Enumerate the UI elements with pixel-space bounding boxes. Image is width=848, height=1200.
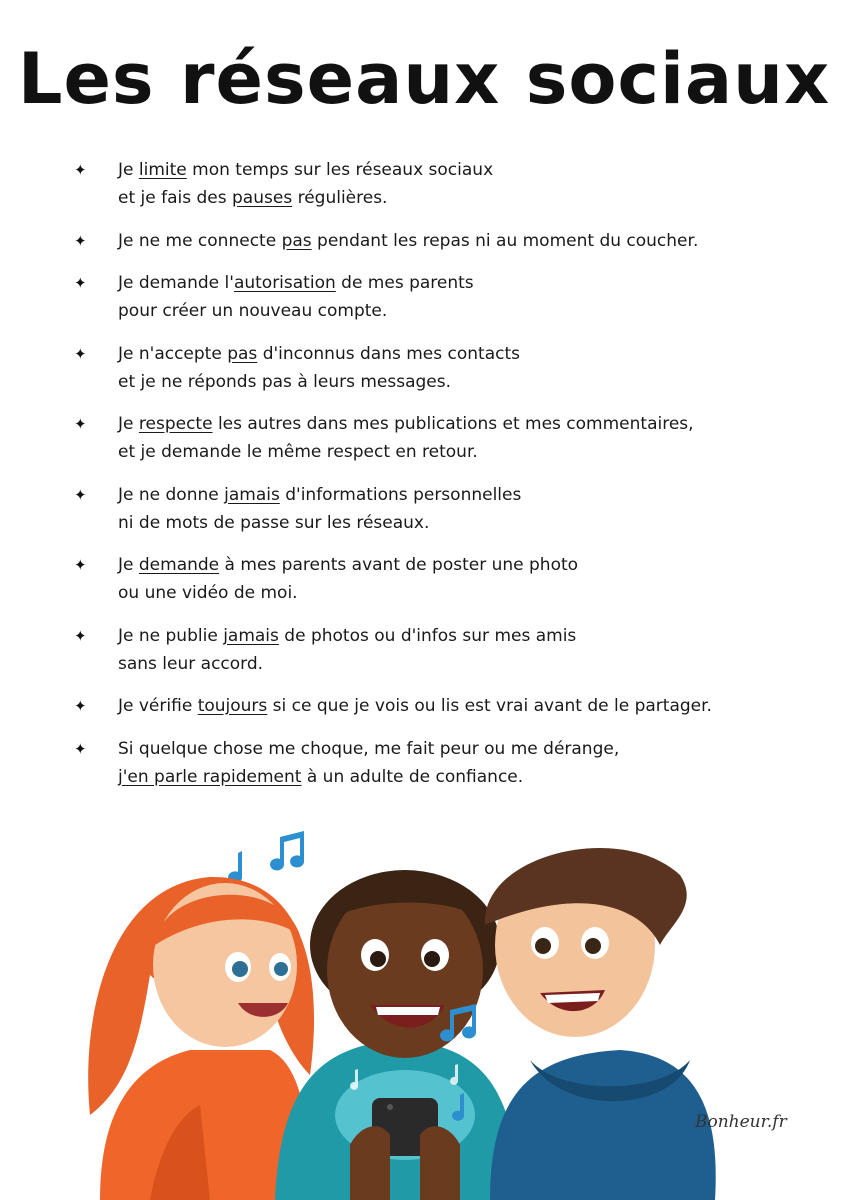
rule-text: et je fais des [118,188,233,208]
rule-line-2 [118,509,792,537]
rule-text: Je [118,555,139,575]
emphasis-word: pas [281,230,312,251]
rule-text: Je vérifie [118,696,198,716]
rule-line-1 [118,692,792,720]
star-bullet-icon: ✦ [74,697,87,715]
rule-text: et je ne réponds pas à leurs messages. [118,371,452,392]
emphasis-word: limite [138,160,187,180]
rule-text: et je demande le même respect en retour. [118,442,478,462]
emphasis-word: jamais [223,625,279,646]
rule-line-1 [118,227,792,255]
rule-line-1 [118,622,792,650]
star-bullet-icon: ✦ [74,626,87,645]
emphasis-word: respecte [138,414,213,434]
rule-text: Je ne publie [118,625,224,646]
music-note-icon [228,831,304,883]
rule-text: de photos ou d'infos sur mes amis [278,625,577,646]
rule-text: ni de mots de passe sur les réseaux. [118,512,430,533]
rule-line-2 [118,763,792,791]
rule-text: de mes parents [335,273,474,293]
star-bullet-icon: ✦ [74,485,87,504]
rule-text: d'informations personnelles [279,484,522,505]
emphasis-word: autorisation [233,273,336,293]
rule-line-1 [118,156,792,184]
star-bullet-icon: ✦ [74,739,87,758]
rule-line-1 [118,735,792,763]
rule-item [72,551,792,607]
page-title: Les réseaux sociaux [17,38,831,120]
rule-text: ou une vidéo de moi. [118,583,298,603]
rule-item [72,735,792,791]
rule-item [72,481,792,537]
star-bullet-icon: ✦ [74,231,87,250]
rule-line-1 [118,269,792,297]
rule-text: Je ne donne [118,484,225,505]
rule-item [72,227,792,255]
emphasis-word: jamais [224,484,280,505]
rule-text: régulières. [292,188,388,208]
rule-text: à mes parents avant de poster une photo [219,555,579,575]
star-bullet-icon: ✦ [74,161,87,179]
rule-text: Je [118,160,139,180]
rule-line-2 [118,368,792,396]
rule-item [72,269,792,325]
kids-illustration [60,815,800,1200]
rule-text: mon temps sur les réseaux sociaux [186,160,494,180]
rule-text: pendant les repas ni au moment du coucher. [311,230,699,251]
rule-text: à un adulte de confiance. [301,766,524,787]
rule-text: pour créer un nouveau compte. [118,301,388,321]
emphasis-word: pauses [232,188,293,208]
rule-text: d'inconnus dans mes contacts [257,343,520,364]
rule-line-2 [118,579,792,607]
rule-line-2 [118,438,792,466]
boy-figure [485,848,716,1200]
rule-item [72,692,792,720]
rule-line-1 [118,340,792,368]
rule-text: Je n'accepte [118,343,228,364]
star-bullet-icon: ✦ [74,344,87,363]
rule-text: Je ne me connecte [118,230,282,251]
emphasis-word: j'en parle rapidement [118,766,302,787]
emphasis-word: toujours [197,696,268,716]
rule-text: Si quelque chose me choque, me fait peur ou me dérange, [118,738,620,759]
rule-item [72,622,792,678]
star-bullet-icon: ✦ [74,274,87,292]
rule-text: Je [118,414,139,434]
rule-text: si ce que je vois ou lis est vrai avant de le partager. [267,696,712,716]
signature: Bonheur.fr [695,1112,787,1132]
rule-text: sans leur accord. [118,653,264,674]
star-bullet-icon: ✦ [74,556,87,574]
rule-item [72,410,792,466]
rule-text: les autres dans mes publications et mes commentaires, [212,414,694,434]
emphasis-word: pas [227,343,258,364]
emphasis-word: demande [138,555,220,575]
rules-list [72,156,792,805]
rule-line-1 [118,551,792,579]
rule-line-1 [118,410,792,438]
rule-line-1 [118,481,792,509]
rule-item [72,340,792,396]
rule-line-2 [118,650,792,678]
rule-item [72,156,792,212]
rule-text: Je demande l' [118,273,234,293]
rule-line-2 [118,297,792,325]
star-bullet-icon: ✦ [74,415,87,433]
rule-line-2 [118,184,792,212]
